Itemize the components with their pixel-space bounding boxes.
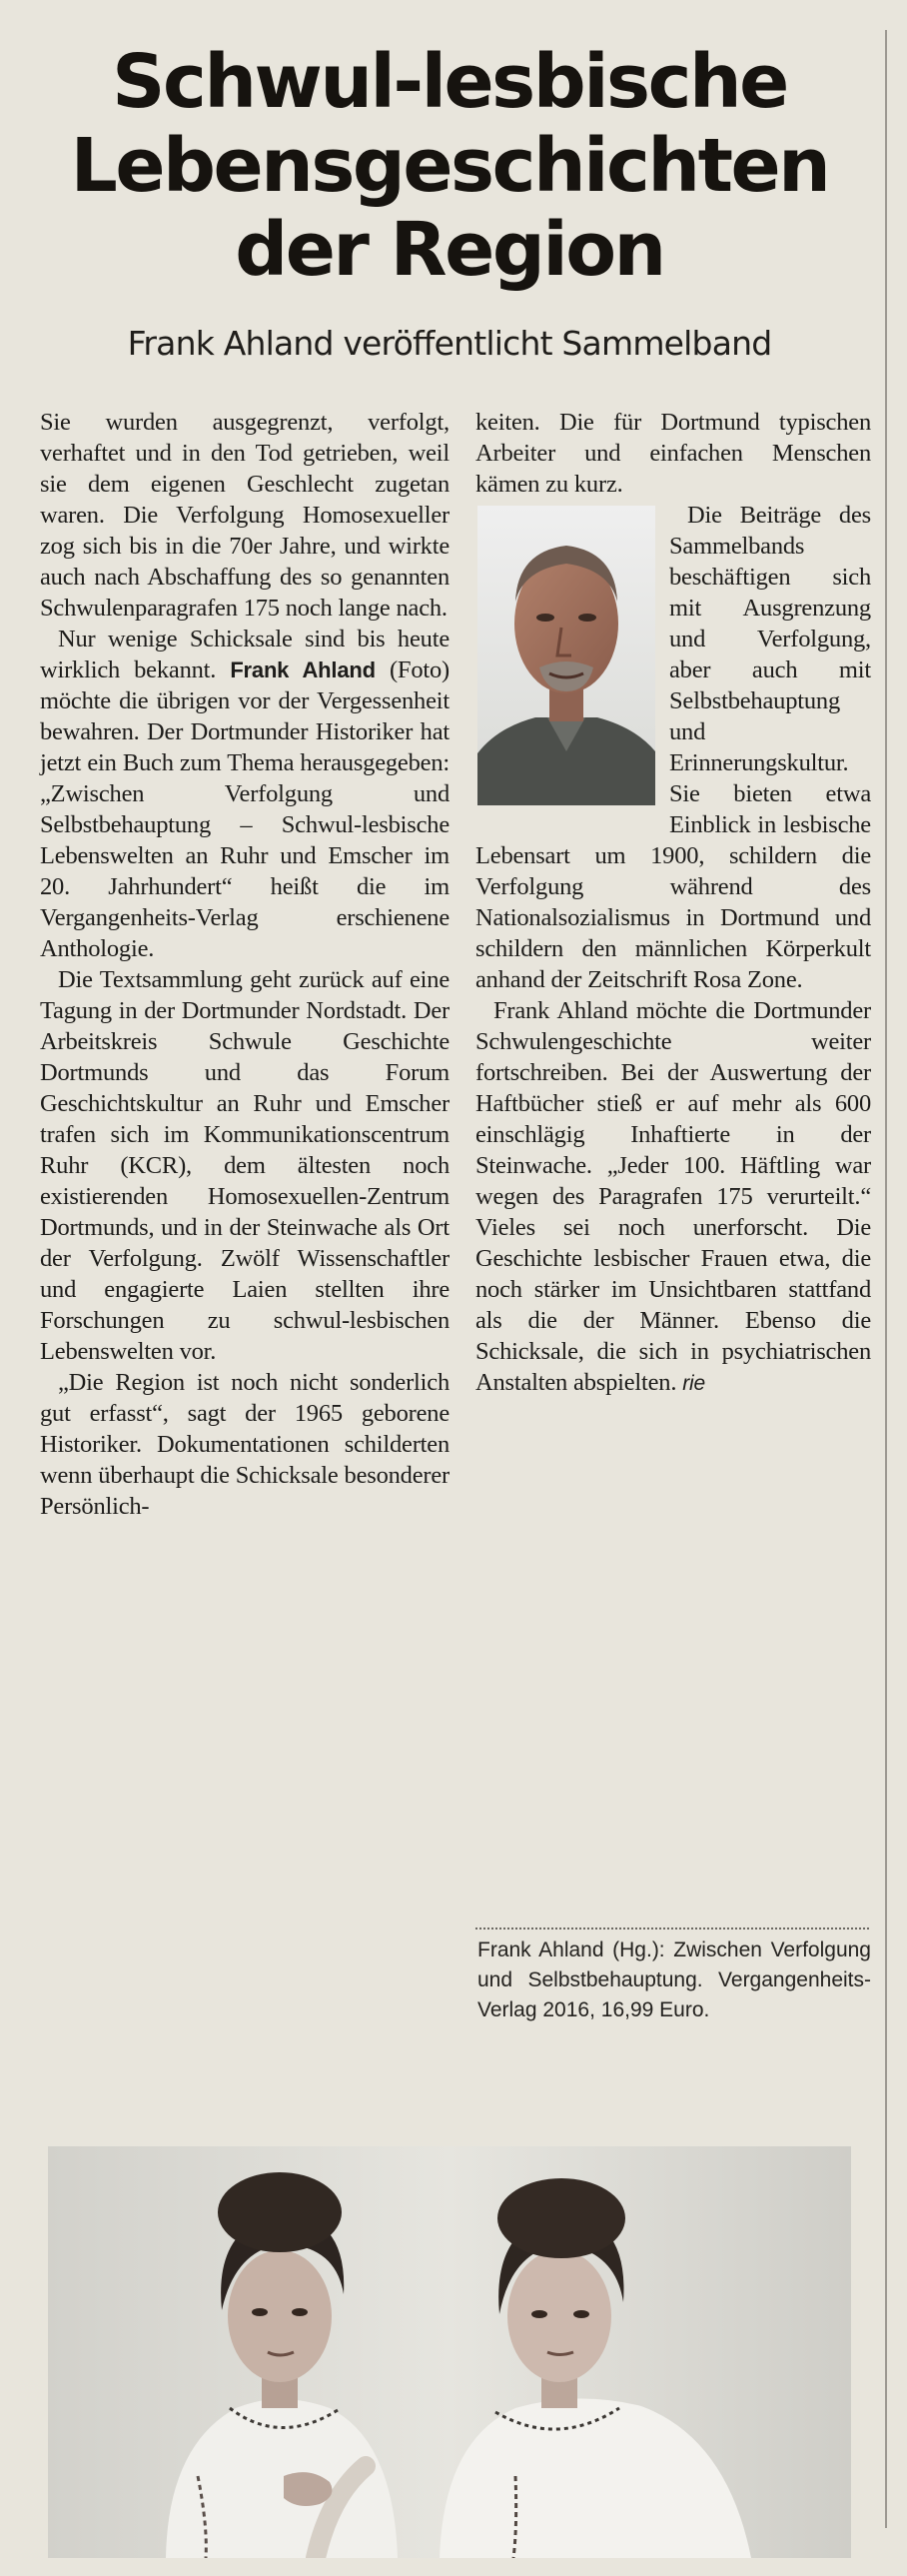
- paragraph-text: Die Beiträge des Sammelbands beschäftigen sich mit Ausgrenzung und Verfolgung, aber auch mit Selbstbehauptung und Erinnerungskultur. Sie bieten etwa Einblick in lesbische Lebensart um 1900, schildern die Verfolgung während des Nationalsozialismus in Dortmund und schildern den männlichen Körperkult anhand der Zeitschrift Rosa Zone.: [475, 502, 871, 993]
- author-photo: [477, 506, 655, 805]
- paragraph: [40, 624, 450, 964]
- paragraph-text: Frank Ahland möchte die Dortmunder Schwulengeschichte weiter fortschreiben. Bei der Auswertung der Haftbücher stieß er auf mehr als 600 einschlägig Inhaftierte in der Steinwache. „Jeder 100. Häftling war wegen des Paragrafen 175 verurteilt.“ Vieles sei noch unerforscht. Die Geschichte lesbischer Frauen etwa, die noch stärker im Unsichtbaren stattfand als die der Männer. Ebenso die Schicksale, die sich in psychiatrischen Anstalten abspielten.: [475, 997, 871, 1396]
- paragraph: „Die Region ist noch nicht sonderlich gut erfasst“, sagt der 1965 geborene Historiker. Dokumentationen schilderten wenn überhaupt die Schicksale besonderer Persönlich-: [40, 1369, 450, 1520]
- author-name: Frank Ahland: [230, 657, 376, 682]
- paragraph-text: Nur wenige Schicksale sind bis heute wirklich bekannt.: [40, 626, 450, 683]
- paragraph: keiten. Die für Dortmund typischen Arbeiter und einfachen Menschen kämen zu kurz.: [475, 409, 871, 498]
- book-info: Frank Ahland (Hg.): Zwischen Verfolgung und Selbstbehauptung. Vergangenheits-Verlag 2016, 16,99 Euro.: [477, 1938, 871, 2021]
- headline: [30, 40, 869, 292]
- article-column-left: [40, 407, 450, 1522]
- paragraph: Sie wurden ausgegrenzt, verfolgt, verhaftet und in den Tod getrieben, weil sie dem eigenen Geschlecht zugetan waren. Die Verfolgung Homosexueller zog sich bis in die 70er Jahre, und wirkte auch nach Abschaffung des so genannten Schwulenparagrafen 175 noch lange nach.: [40, 409, 450, 622]
- paragraph: Die Textsammlung geht zurück auf eine Tagung in der Dortmunder Nordstadt. Der Arbeitskreis Schwule Geschichte Dortmunds und das Forum Geschichtskultur an Ruhr und Emscher trafen sich im Kommunikationscentrum Ruhr (KCR), dem ältesten noch existierenden Homosexuellen-Zentrum Dortmunds, und in der Steinwache als Ort der Verfolgung. Zwölf Wissenschaftler und engagierte Laien stellten ihre Forschungen zu schwul-lesbischen Lebenswelten vor.: [40, 966, 450, 1365]
- dotted-divider: [475, 1928, 869, 1930]
- author-signature: rie: [682, 1372, 705, 1395]
- subheadline: Frank Ahland veröffentlicht Sammelband: [127, 324, 772, 363]
- column-rule: [885, 30, 887, 2528]
- historical-photo: [48, 2146, 851, 2558]
- headline-line-2: Lebensgeschichten: [70, 123, 829, 209]
- paragraph-text: (Foto) möchte die übrigen vor der Vergessenheit bewahren. Der Dortmunder Historiker hat jetzt ein Buch zum Thema herausgegeben: „Zwischen Verfolgung und Selbstbehauptung – Schwul-lesbische Lebenswelten an Ruhr und Emscher im 20. Jahrhundert“ heißt die im Vergangenheits-Verlag erschienene Anthologie.: [40, 656, 450, 962]
- headline-line-1: Schwul-lesbische: [112, 39, 787, 125]
- headline-line-3: der Region: [235, 207, 664, 293]
- paragraph: [475, 995, 871, 1399]
- paragraph: [475, 500, 871, 995]
- article-column-right: [475, 407, 871, 1399]
